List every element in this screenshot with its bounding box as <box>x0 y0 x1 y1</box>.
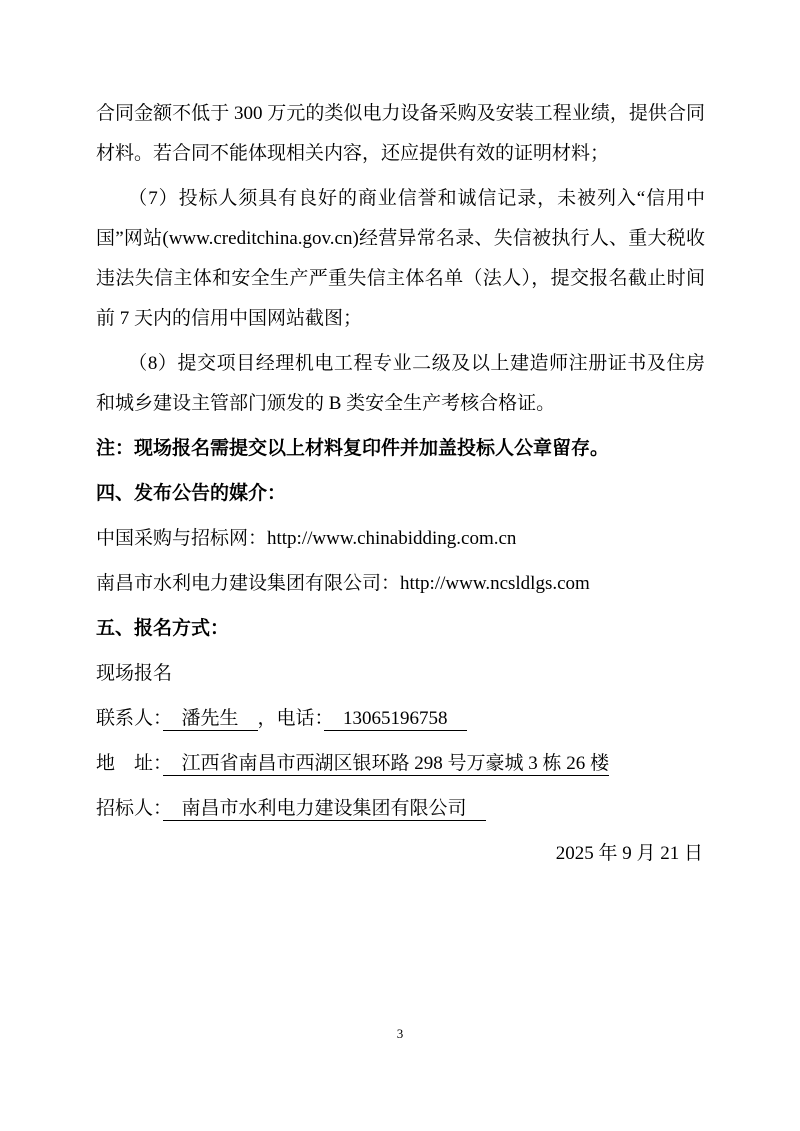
paragraph-contract-performance: 合同金额不低于 300 万元的类似电力设备采购及安装工程业绩，提供合同材料。若合同不能体现相关内容，还应提供有效的证明材料； <box>96 103 705 164</box>
date-line: 2025 年 9 月 21 日 <box>555 843 703 864</box>
contact-phone-label: ，电话： <box>257 708 325 729</box>
contact-name-fill: 潘先生 <box>162 708 258 729</box>
tenderer-label: 招标人： <box>96 798 163 819</box>
document-body <box>96 94 705 874</box>
contact-line <box>96 699 705 739</box>
note-line: 注：现场报名需提交以上材料复印件并加盖投标人公章留存。 <box>96 438 610 459</box>
section-5-heading: 五、报名方式： <box>96 618 230 639</box>
address-line <box>96 744 705 784</box>
address-fill: 江西省南昌市西湖区银环路 298 号万豪城 3 栋 26 楼 <box>162 753 610 774</box>
contact-label: 联系人： <box>96 708 163 729</box>
media-line-ncsldlgs: 南昌市水利电力建设集团有限公司：http://www.ncsldlgs.com <box>96 573 590 594</box>
address-label: 地 址： <box>96 753 163 774</box>
paragraph-item-8: （8）提交项目经理机电工程专业二级及以上建造师注册证书及住房和城乡建设主管部门颁发的 B 类安全生产考核合格证。 <box>96 353 705 414</box>
section-4-heading: 四、发布公告的媒介： <box>96 483 287 504</box>
tenderer-line <box>96 789 705 829</box>
paragraph-item-7: （7）投标人须具有良好的商业信誉和诚信记录，未被列入“信用中国”网站(www.creditchina.gov.cn)经营异常名录、失信被执行人、重大税收违法失信主体和安全生产严重失信主体名单（法人），提交报名截止时间前 7 天内的信用中国网站截图； <box>96 188 705 329</box>
page-number: 3 <box>396 1026 404 1041</box>
contact-phone-fill: 13065196758 <box>324 708 467 729</box>
media-line-chinabidding: 中国采购与招标网：http://www.chinabidding.com.cn <box>96 528 517 549</box>
registration-method-line: 现场报名 <box>96 663 173 684</box>
tenderer-fill: 南昌市水利电力建设集团有限公司 <box>162 798 486 819</box>
